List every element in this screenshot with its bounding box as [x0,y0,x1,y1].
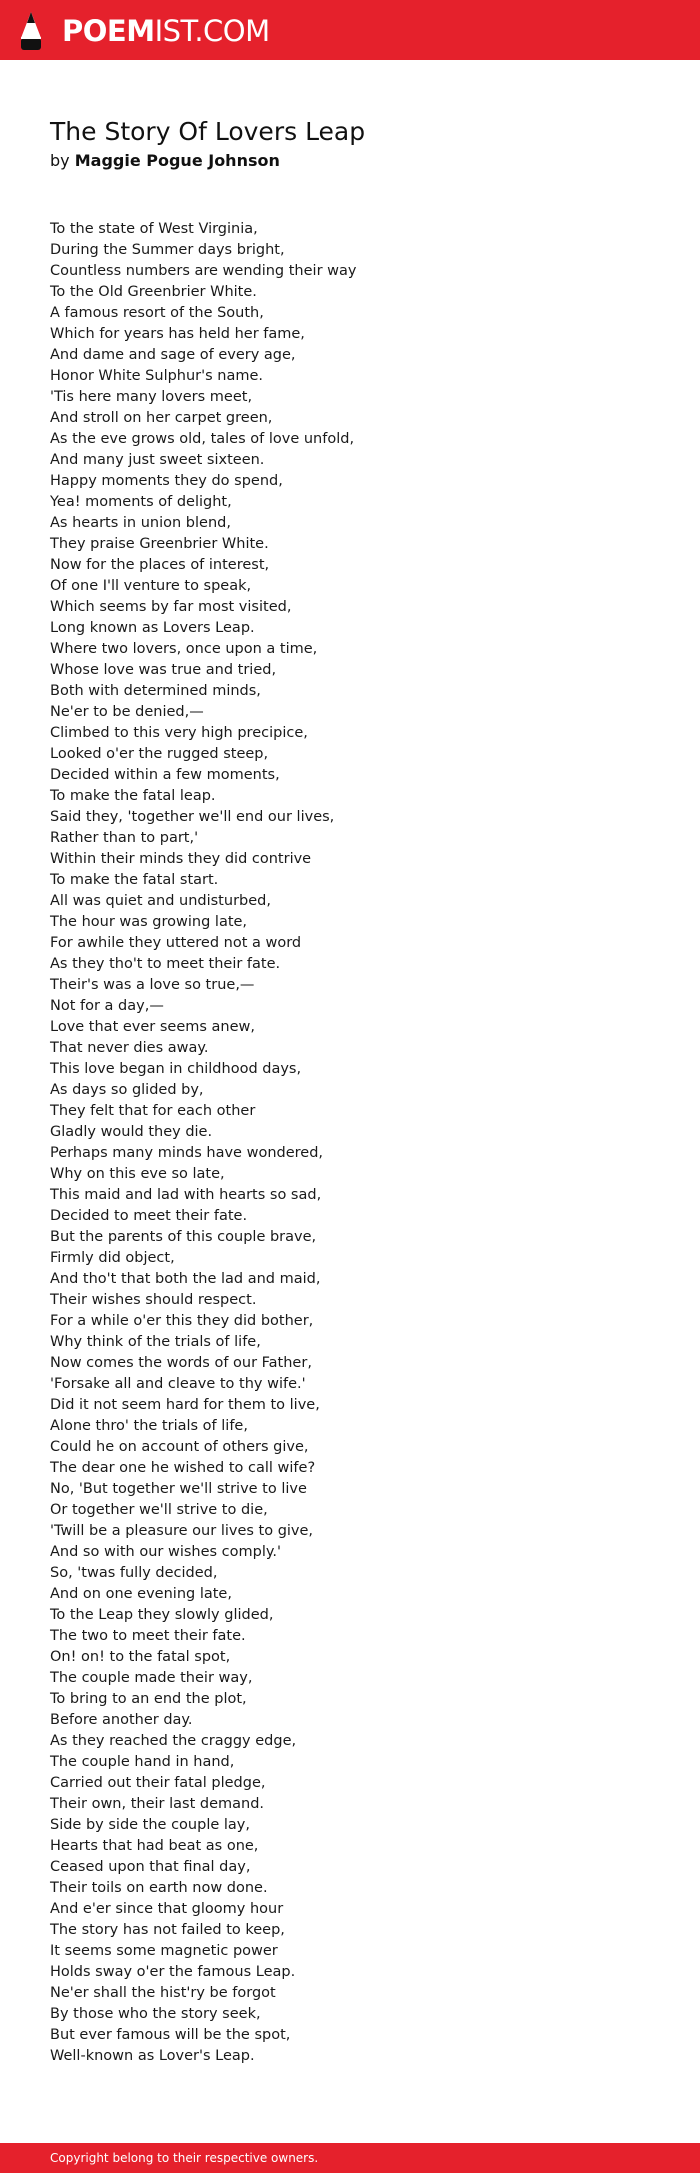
poem-line: 'Tis here many lovers meet, [50,389,253,405]
poem-line: 'Forsake all and cleave to thy wife.' [50,1376,306,1392]
poem-line: By those who the story seek, [50,2006,261,2022]
poem-line: Ne'er shall the hist'ry be forgot [50,1985,276,2001]
poem-line: Ne'er to be denied,— [50,704,204,720]
poem-line: Before another day. [50,1712,193,1728]
poem-line: 'Twill be a pleasure our lives to give, [50,1523,314,1539]
poem-body [50,219,650,2067]
poem-line: Carried out their fatal pledge, [50,1775,266,1791]
poem-line: As they tho't to meet their fate. [50,956,281,972]
poem-line: Their's was a love so true,— [50,977,255,993]
poem-line: Their own, their last demand. [50,1796,265,1812]
poem-line: Both with determined minds, [50,683,261,699]
poem-line: The couple made their way, [50,1670,253,1686]
poem-heading [50,112,650,172]
poem-line: Within their minds they did contrive [50,851,312,867]
poem-line: Which for years has held her fame, [50,326,305,342]
author-link[interactable]: Maggie Pogue Johnson [74,151,280,170]
poem-line: Which seems by far most visited, [50,599,292,615]
poem-line: Could he on account of others give, [50,1439,309,1455]
poem-line: To bring to an end the plot, [50,1691,247,1707]
poem-line: Now comes the words of our Father, [50,1355,312,1371]
poem-line: But the parents of this couple brave, [50,1229,317,1245]
poem-line: Love that ever seems anew, [50,1019,256,1035]
poem-line: All was quiet and undisturbed, [50,893,271,909]
poem-line: No, 'But together we'll strive to live [50,1481,307,1497]
poem-line: And stroll on her carpet green, [50,410,273,426]
poem-line: Of one I'll venture to speak, [50,578,252,594]
poem-line: This love began in childhood days, [50,1061,302,1077]
poem-line: As hearts in union blend, [50,515,231,531]
poem-title: The Story Of Lovers Leap [50,117,366,146]
poem-line: Yea! moments of delight, [50,494,232,510]
poem-line: Why think of the trials of life, [50,1334,261,1350]
poem-line: It seems some magnetic power [50,1943,278,1959]
logo-wordmark [62,11,270,51]
poem-line: Countless numbers are wending their way [50,263,357,279]
poem-line: And so with our wishes comply.' [50,1544,281,1560]
poem-byline [50,150,650,172]
copyright-text: Copyright belong to their respective owners. [50,2151,319,2165]
pencil-icon [18,11,44,51]
poem-line: Perhaps many minds have wondered, [50,1145,324,1161]
poem-line: Climbed to this very high precipice, [50,725,308,741]
poem-line: Where two lovers, once upon a time, [50,641,318,657]
poem-line: Why on this eve so late, [50,1166,225,1182]
poem-line: To the Old Greenbrier White. [50,284,257,300]
poem-line: Gladly would they die. [50,1124,213,1140]
site-header [0,0,700,60]
poem-line: Whose love was true and tried, [50,662,277,678]
site-logo-link[interactable] [18,11,270,51]
poem-line: Long known as Lovers Leap. [50,620,255,636]
poem-line: To the Leap they slowly glided, [50,1607,274,1623]
poem-line: On! on! to the fatal spot, [50,1649,231,1665]
logo-bold-text: POEM [62,14,155,48]
poem-line: For awhile they uttered not a word [50,935,302,951]
logo-light-text: IST.COM [154,14,270,48]
poem-line: Rather than to part,' [50,830,199,846]
poem-line: Said they, 'together we'll end our lives, [50,809,335,825]
poem-line: And e'er since that gloomy hour [50,1901,284,1917]
poem-line: Their wishes should respect. [50,1292,257,1308]
poem-line: The story has not failed to keep, [50,1922,285,1938]
poem-line: Honor White Sulphur's name. [50,368,264,384]
poem-line: Happy moments they do spend, [50,473,283,489]
poem-line: Now for the places of interest, [50,557,270,573]
poem-line: For a while o'er this they did bother, [50,1313,314,1329]
poem-line: Looked o'er the rugged steep, [50,746,269,762]
poem-line: To the state of West Virginia, [50,221,258,237]
poem-line: Holds sway o'er the famous Leap. [50,1964,296,1980]
poem-line: Firmly did object, [50,1250,175,1266]
poem-line: Their toils on earth now done. [50,1880,268,1896]
poem-line: Well-known as Lover's Leap. [50,2048,255,2064]
poem-line: Side by side the couple lay, [50,1817,250,1833]
poem-line: That never dies away. [50,1040,209,1056]
poem-line: Alone thro' the trials of life, [50,1418,248,1434]
poem-line: A famous resort of the South, [50,305,264,321]
poem-line: As the eve grows old, tales of love unfold, [50,431,355,447]
poem-line: And tho't that both the lad and maid, [50,1271,321,1287]
poem-line: But ever famous will be the spot, [50,2027,291,2043]
poem-line: As they reached the craggy edge, [50,1733,297,1749]
poem-line: Hearts that had beat as one, [50,1838,259,1854]
by-label: by [50,151,70,170]
poem-line: Or together we'll strive to die, [50,1502,268,1518]
poem-line: Decided to meet their fate. [50,1208,248,1224]
site-footer [0,2143,700,2173]
poem-line: This maid and lad with hearts so sad, [50,1187,322,1203]
poem-line: And dame and sage of every age, [50,347,296,363]
poem-line: The two to meet their fate. [50,1628,246,1644]
poem-line: To make the fatal leap. [50,788,216,804]
poem-line: During the Summer days bright, [50,242,285,258]
poem-line: To make the fatal start. [50,872,219,888]
poem-line: Ceased upon that final day, [50,1859,251,1875]
poem-line: Decided within a few moments, [50,767,280,783]
poem-line: The couple hand in hand, [50,1754,235,1770]
poem-line: Did it not seem hard for them to live, [50,1397,320,1413]
poem-line: The dear one he wished to call wife? [50,1460,316,1476]
poem-line: So, 'twas fully decided, [50,1565,218,1581]
poem-line: And many just sweet sixteen. [50,452,265,468]
poem-line: They praise Greenbrier White. [50,536,269,552]
poem-line: As days so glided by, [50,1082,204,1098]
poem-line: Not for a day,— [50,998,164,1014]
poem-line: The hour was growing late, [50,914,248,930]
poem-line: And on one evening late, [50,1586,232,1602]
poem-line: They felt that for each other [50,1103,256,1119]
